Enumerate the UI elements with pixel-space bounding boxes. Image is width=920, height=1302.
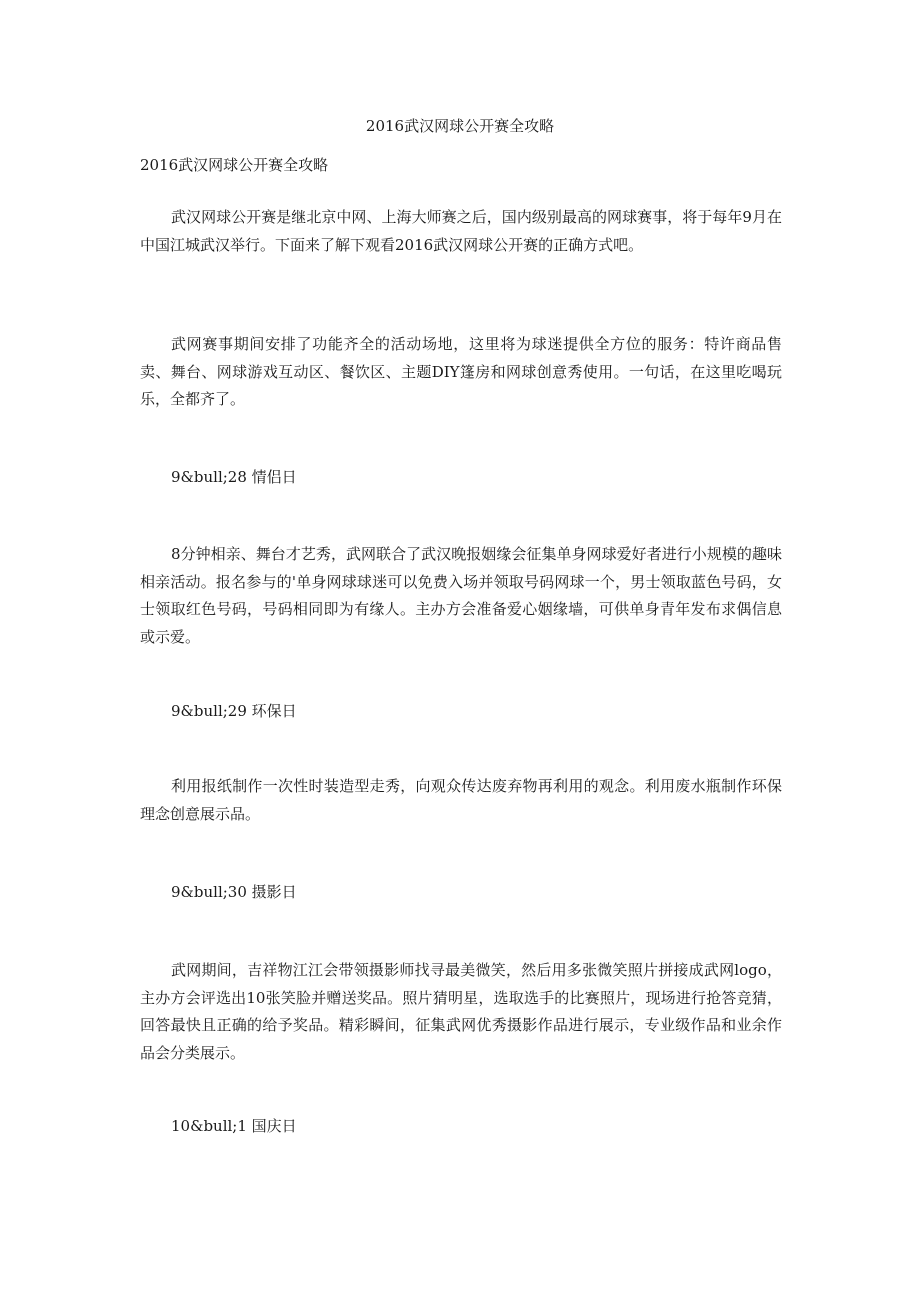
heading-national-day: 10&bull;1 国庆日 (171, 1117, 297, 1135)
intro-paragraph: 武汉网球公开赛是继北京中网、上海大师赛之后，国内级别最高的网球赛事，将于每年9月在中国江城武汉举行。下面来了解下观看2016武汉网球公开赛的正确方式吧。 (140, 208, 782, 254)
document-title: 2016武汉网球公开赛全攻略 (365, 117, 555, 135)
document-subtitle: 2016武汉网球公开赛全攻略 (140, 156, 329, 174)
heading-photography-day: 9&bull;30 摄影日 (171, 883, 297, 901)
venue-paragraph: 武网赛事期间安排了功能齐全的活动场地，这里将为球迷提供全方位的服务：特许商品售卖、舞台、网球游戏互动区、餐饮区、主题DIY篷房和网球创意秀使用。一句话，在这里吃喝玩乐，全都齐了。 (140, 335, 782, 408)
lovers-day-paragraph: 8分钟相亲、舞台才艺秀，武网联合了武汉晚报姻缘会征集单身网球爱好者进行小规模的趣味相亲活动。报名参与的'单身网球球迷可以免费入场并领取号码网球一个，男士领取蓝色号码，女士领取红色号码，号码相同即为有缘人。主办方会准备爱心姻缘墙，可供单身青年发布求偶信息或示爱。 (140, 545, 782, 646)
environment-day-paragraph: 利用报纸制作一次性时装造型走秀，向观众传达废弃物再利用的观念。利用废水瓶制作环保理念创意展示品。 (140, 777, 782, 823)
heading-lovers-day: 9&bull;28 情侣日 (171, 468, 297, 486)
heading-environment-day: 9&bull;29 环保日 (171, 702, 297, 720)
photography-day-paragraph: 武网期间，吉祥物江江会带领摄影师找寻最美微笑，然后用多张微笑照片拼接成武网logo，主办方会评选出10张笑脸并赠送奖品。照片猜明星，选取选手的比赛照片，现场进行抢答竞猜，回答最快且正确的给予奖品。精彩瞬间，征集武网优秀摄影作品进行展示，专业级作品和业余作品会分类展示。 (140, 961, 782, 1062)
